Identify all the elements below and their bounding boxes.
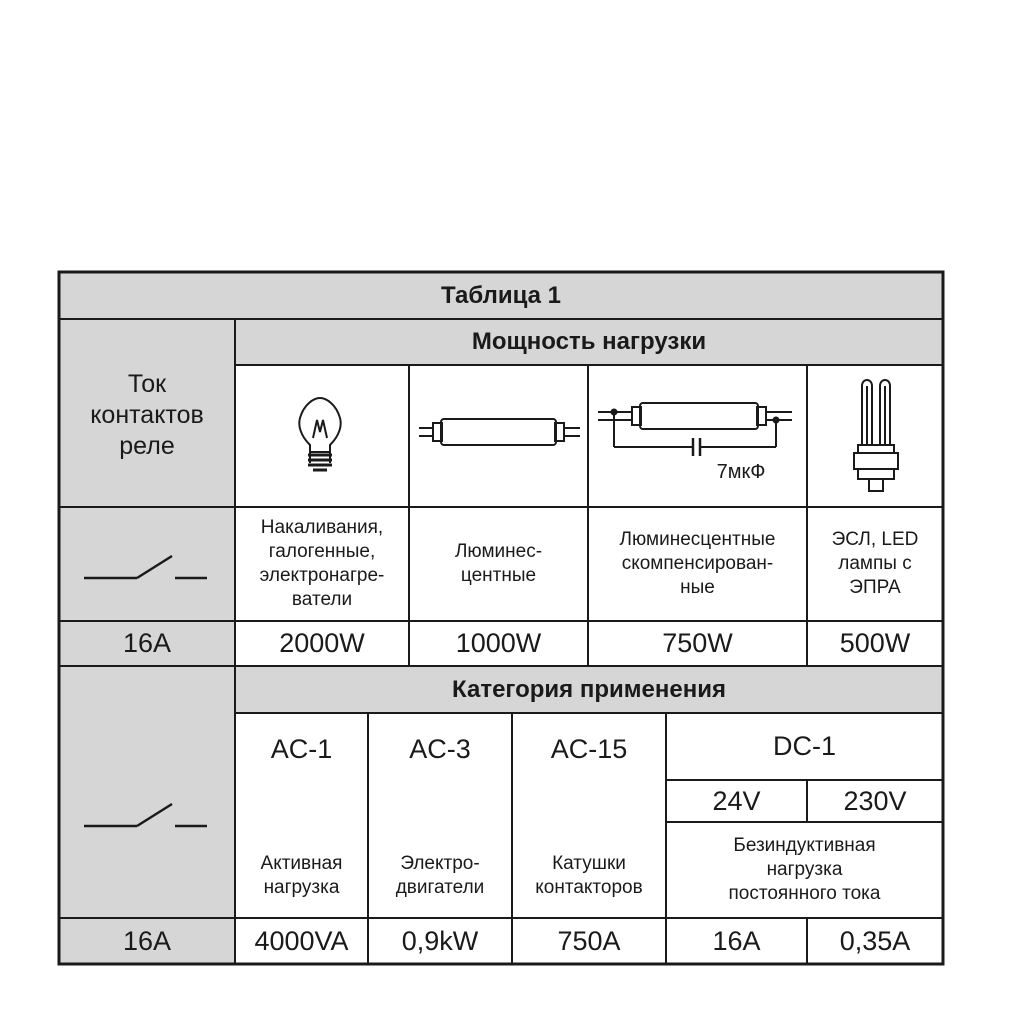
- category-description-ac15: Катушки контакторов: [535, 853, 643, 898]
- load-description-incandescent: Накаливания, галогенные, электронагре- ватели: [259, 517, 385, 610]
- power-value-fluorescent: 1000W: [455, 628, 542, 658]
- power-value-incandescent: 2000W: [279, 628, 365, 658]
- table-title: Таблица 1: [440, 281, 562, 309]
- category-description-ac1: Активная нагрузка: [260, 853, 343, 898]
- category-value-dc1-230v: 0,35A: [839, 925, 911, 956]
- category-value-ac1: 4000VA: [254, 925, 349, 956]
- power-section-header: Мощность нагрузки: [471, 328, 707, 355]
- category-value-dc1-24v: 16A: [712, 925, 761, 956]
- load-description-esl-led: ЭСЛ, LED лампы с ЭПРА: [831, 529, 919, 598]
- cfl-lamp-icon: [854, 380, 898, 491]
- dc-voltage-230v: 230V: [843, 785, 907, 816]
- capacitor-label: 7мкФ: [716, 460, 766, 483]
- fluorescent-tube-icon: [419, 419, 580, 445]
- load-description-compensated: Люминесцентные скомпенсирован- ные: [619, 529, 776, 598]
- compensated-fluorescent-tube-icon: [598, 403, 792, 456]
- category-ac15: AC-15: [550, 733, 628, 764]
- power-value-compensated: 750W: [662, 628, 733, 658]
- category-ac3: AC-3: [409, 733, 471, 764]
- category-section-header: Категория применения: [452, 675, 726, 703]
- power-row-current: 16A: [122, 628, 172, 658]
- category-description-dc1: Безиндуктивная нагрузка постоянного тока: [728, 835, 881, 904]
- category-value-ac3: 0,9kW: [401, 925, 479, 956]
- load-description-fluorescent: Люминес- центные: [454, 541, 543, 586]
- category-dc1: DC-1: [772, 731, 836, 761]
- dc-voltage-24v: 24V: [712, 785, 761, 816]
- category-description-ac3: Электро- двигатели: [395, 853, 485, 898]
- category-value-ac15: 750A: [557, 925, 621, 956]
- relay-current-label: Ток контактов реле: [90, 369, 204, 460]
- incandescent-bulb-icon: [299, 398, 340, 470]
- power-value-esl-led: 500W: [839, 628, 911, 658]
- category-ac1: AC-1: [270, 733, 333, 764]
- category-row-current: 16A: [122, 925, 172, 956]
